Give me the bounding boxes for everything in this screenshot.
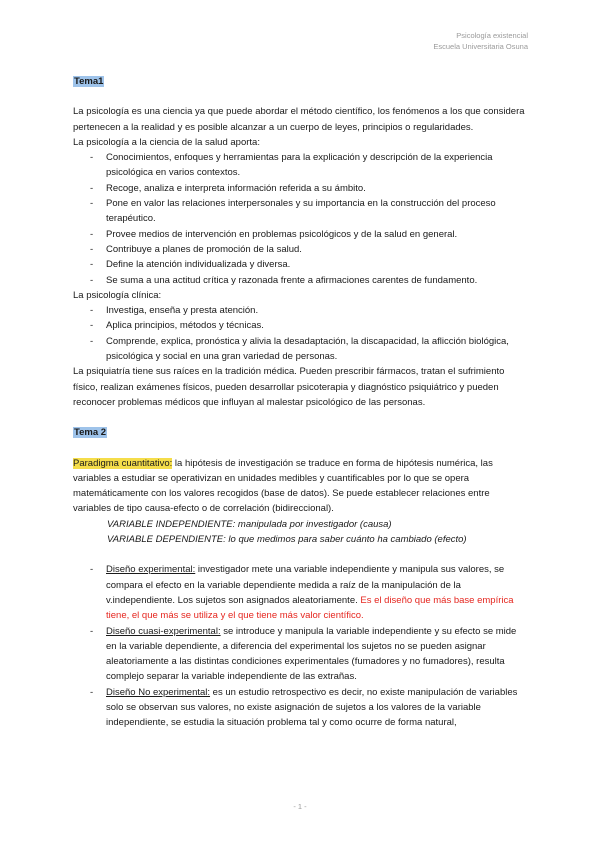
psiquiatria-paragraph: La psiquiatría tiene sus raíces en la tradición médica. Pueden prescribir fármacos, tratan el sufrimiento físico, realizan exámenes físicos, pueden desarrollar psicoterapia y diagnóstico psiquiátrico y pueden reconocer problemas médicos que influyan al malestar psicológico de las personas.: [73, 366, 505, 408]
var-dependiente: VARIABLE DEPENDIENTE: lo que medimos para saber cuánto ha cambiado (efecto): [107, 534, 467, 546]
diseno-label: Diseño cuasi-experimental:: [106, 625, 221, 637]
tema1-intro: La psicología es una ciencia ya que puede abordar el método científico, los fenómenos a los que considera pertenecen a la realidad y es posible alcanzar a un cuerpo de leyes, principios o regularidades.: [73, 106, 525, 133]
diseno-note: Es el diseño que más base empírica tiene, el que más se utiliza y el que tiene más valor científico.: [106, 594, 514, 622]
list-item: - Comprende, explica, pronóstica y alivia la desadaptación, la discapacidad, la aflicción biológica, psicológica y social en una gran variedad de personas.: [73, 334, 529, 365]
header-school: Escuela Universitaria Osuna: [433, 42, 528, 51]
list-item: - Aplica principios, métodos y técnicas.: [73, 318, 529, 333]
list-item: - Conocimientos, enfoques y herramientas para la explicación y descripción de la experiencia psicológica en varios contextos.: [73, 150, 529, 181]
list-item: - Diseño experimental: investigador mete una variable independiente y manipula sus valores, se compara el efecto en la variable dependiente medida a raíz de la manipulación de la v.independiente. Los sujetos son asignados aleatoriamente. Es el diseño que más base empírica tiene, el que más se utiliza y el que tiene más valor científico.: [73, 562, 529, 623]
diseno-label: Diseño experimental:: [106, 564, 196, 576]
clinica-list: [73, 303, 529, 364]
tema2-heading: Tema 2: [74, 427, 107, 439]
list-item: - Se suma a una actitud crítica y razonada frente a afirmaciones carentes de fundamento.: [73, 273, 529, 288]
list-item: - Provee medios de intervención en problemas psicológicos y de la salud en general.: [73, 227, 529, 242]
list-item: - Pone en valor las relaciones interpersonales y su importancia en la construcción del proceso terapéutico.: [73, 196, 529, 227]
paradigma-label: Paradigma cuantitativo:: [73, 457, 173, 469]
document-body: [73, 74, 529, 731]
page-header: [433, 30, 528, 52]
aporta-list: [73, 150, 529, 288]
tema1-heading: Tema1: [74, 76, 104, 87]
disenos-list: [73, 562, 529, 730]
clinica-label: La psicología clínica:: [73, 289, 162, 301]
var-independiente: VARIABLE INDEPENDIENTE: manipulada por investigador (causa): [107, 518, 392, 530]
aporta-label: La psicología a la ciencia de la salud aporta:: [73, 136, 260, 148]
paradigma-paragraph: [73, 456, 529, 517]
list-item: - Contribuye a planes de promoción de la salud.: [73, 242, 529, 257]
list-item: - Diseño cuasi-experimental: se introduce y manipula la variable independiente y su efecto se mide en la variable dependiente, a diferencia del experimental los sujetos no se pueden asignar aleatoriamente a las distintas condiciones experimentales (fumadores y no fumadores), resulta complejo separar la variable independiente de las extrañas.: [73, 624, 529, 685]
page-number: - 1 -: [293, 802, 307, 811]
paradigma-text: la hipótesis de investigación se traduce en forma de hipótesis numérica, las variables a estudiar se operativizan en unidades medibles y cuantificables por lo que se opera matemáticamente con los valores recogidos (base de datos). Se puede establecer relaciones entre variables de tipo causa-efecto o de correlación (bidireccional).: [73, 457, 493, 515]
header-course: Psicología existencial: [456, 31, 528, 40]
list-item: - Investiga, enseña y presta atención.: [73, 303, 529, 318]
list-item: - Diseño No experimental: es un estudio retrospectivo es decir, no existe manipulación de variables solo se observan sus valores, no existe asignación de sujetos a los valores de la variable independiente, se estudia la situación problema tal y como ocurre de forma natural,: [73, 685, 529, 731]
diseno-label: Diseño No experimental:: [106, 686, 211, 698]
list-item: - Define la atención individualizada y diversa.: [73, 257, 529, 272]
list-item: - Recoge, analiza e interpreta información referida a su ámbito.: [73, 181, 529, 196]
